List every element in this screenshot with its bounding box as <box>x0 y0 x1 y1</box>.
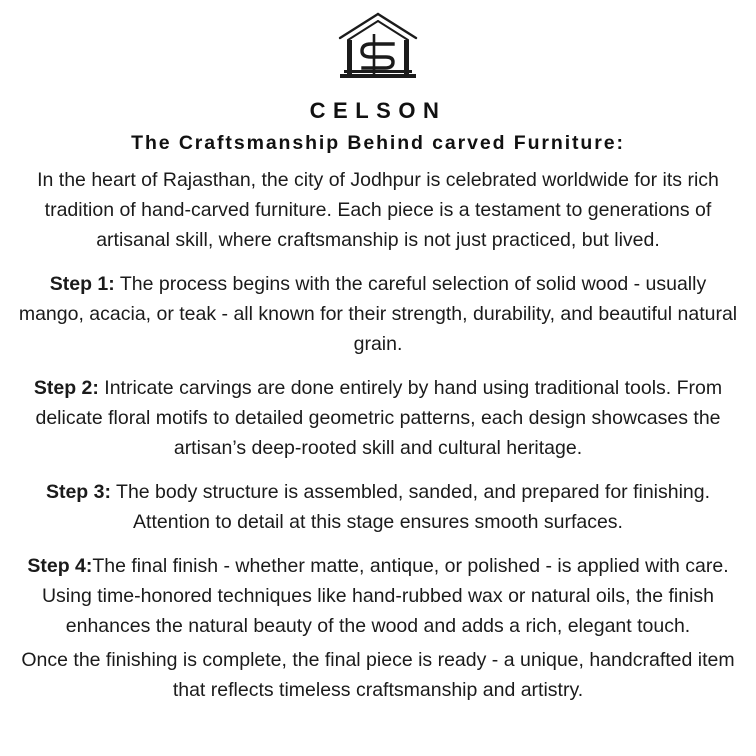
step-paragraph-3 <box>16 477 740 537</box>
step-label-3: Step 3: <box>45 481 111 503</box>
brand-name: CELSON <box>309 98 447 123</box>
step-text-3: The body structure is assembled, sanded, and prepared for finishing. Attention to detail at this stage ensures smooth surfaces. <box>110 481 711 533</box>
closing-paragraph: Once the finishing is complete, the final piece is ready - a unique, handcrafted item that reflects timeless craftsmanship and artistry. <box>21 649 735 701</box>
step-text-4: The final finish - whether matte, antique, or polished - is applied with care. Using time-honored techniques like hand-rubbed wax or natural oils, the finish enhances the natural beauty of the wood and adds a rich, elegant touch. <box>41 555 729 637</box>
document-body <box>14 165 742 719</box>
step-paragraph-2 <box>16 373 740 463</box>
step-label-4: Step 4: <box>27 555 93 577</box>
step-paragraph-4 <box>16 551 740 641</box>
intro-paragraph: In the heart of Rajasthan, the city of Jodhpur is celebrated worldwide for its rich tradition of hand-carved furniture. Each piece is a testament to generations of artisanal skill, where craftsmanship is not just practiced, but lived. <box>37 169 719 251</box>
celson-house-monogram-logo-icon <box>330 10 426 90</box>
page-title: The Craftsmanship Behind carved Furniture: <box>131 132 625 154</box>
step-text-1: The process begins with the careful selection of solid wood - usually mango, acacia, or teak - all known for their strength, durability, and beautiful natural grain. <box>18 273 738 355</box>
step-paragraph-1 <box>16 269 740 359</box>
step-label-2: Step 2: <box>33 377 99 399</box>
step-label-1: Step 1: <box>49 273 115 295</box>
logo-container <box>14 10 742 90</box>
step-text-2: Intricate carvings are done entirely by hand using traditional tools. From delicate floral motifs to detailed geometric patterns, each design showcases the artisan’s deep-rooted skill and cultural heritage. <box>35 377 723 459</box>
